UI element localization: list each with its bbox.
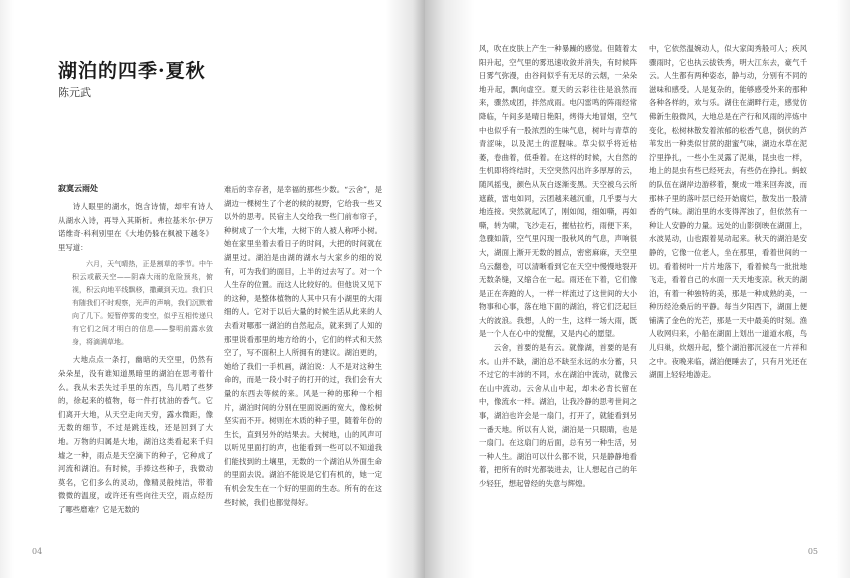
right-edge-shadow	[836, 0, 850, 578]
body-paragraph: 风，吹在皮肤上产生一种暴躁的感觉。但随着太阳升起，空气里的雾迅速收敛并消失，有时候阵日雾气弥漫，由谷间似乎有无尽的云烟，一朵朵地升起，飘向虚空。夏天的云彩往往是浪然而来，骤然成团，拌然成雨。电闪雷鸣的阵雨经常降临，午间多是晴日艳阳，烤得大地冒烟，空气中也似乎有一股浓烈的生味气息，树叶与青草的青涩味，以及泥土的涩腥味。草尖似乎将近枯萎，卷曲着，低垂着。在这样的时候，大自然的生机即将终结时，天空突然闪出许多厚厚的云，随风摇曳，颜色从灰白逐渐变黑。天空被乌云所遮蔽，雷电如同，云团越来越沉重，几乎要与大地连接。突然就起风了，刚如闻，细如嘶，再如嘶，转为啸，飞沙走石，摧枯拉朽，雨便下来，急骤如箭，空气里闪现一股秋风的气息，声响很大，湖面上渐开无数的圆点，密密麻麻，天空里乌云翻卷，可以清晰看到它在天空中慢慢地裂开无数条缝，又缩合在一起。雨还在下着，它们像是正在奔跑的人，一样一样流过了这世间的大小物事和心事，落在地下面的湖泊，将它们泛起巨大的波浪。我想，人的一生，这样一场大雨，既是一个人在心中的觉醒，又是内心的愿望。	[479, 44, 637, 339]
column-4	[649, 42, 807, 537]
intro-paragraph: 诗人眼里的湖水，饱含诗情，却牢有诗人从湖水入诗，再导入其斯析。弗拉基米尔·伊万诺维奇·科利别里在《大地仍躲在枫被下越冬》里写道：	[58, 202, 213, 252]
body-paragraph: 大地点点一条打，幽暗的天空里，仍然有朵朵星，没有谁知道黑暗里的湖泊在思考着什么。我从未丢失过手里的东西，鸟儿啃了些梦的，徐起来的植物，每一件打扰油的香气。它们离开大地，从天空走向天穷，露水微距，像无数的细节，不过是跳连线，还是回到了大地。万物的归属是大地，湖泊这类看起来千归墟之一种，雨点是天空滴下的种子，它种成了河流和湖泊。有时候，手捧这些种子，我微动莫名，它们多么的灵动，像精灵般纯洁，带着微微的温度，或许还有些向往天空，雨点经历了哪些磨难？它是无数的	[58, 355, 213, 514]
gutter-shadow-right	[425, 0, 475, 578]
column-3	[479, 42, 637, 537]
left-edge-shadow	[0, 0, 14, 578]
page-number-left: 04	[32, 547, 43, 556]
section-heading: 寂寞云雨处	[58, 183, 98, 193]
body-paragraph: 中，它依然温婉动人，似大家闺秀般可人；疾风骤雨时，它也执云拔铁秀，明大江东去，豪气千云。人生都有两种姿态，静与动，分别有不同的滋味和感受。人是复杂的，能够感受外来的那种各种各样的，欢与乐。湖住在湖畔行走，感觉仿佛新生般微风，大地总是在产行和风雨的淬炼中变化，松树林散发着浓郁的松香气息，倒伏的芦苇发出一种类似甘蔗的甜蜜气味，湖边水草在泥泞里挣扎，一些小生灵露了泥巢，昆虫也一样，地上的昆虫有些已经死去，有些仍在挣扎。蚂蚁的队伍在湖岸边游移着，聚成一堆来回奔波，而那林子里的落叶层已经开始腐烂，散发出一股清香的气味。湖泊里的水变得浑浊了，但依然有一种让人安静的力量。远处的山影倒映在湖面上，水波晃动，山也跟着晃动起来。秋天的湖泊是安静的，它像一位老人，坐在那里，看着世间的一切。看着树叶一片片地落下，看着候鸟一批批地飞走，看着自己的水面一天天地变凉。秋天的湖泊，有着一种独特的美，那是一种成熟的美，一种历经沧桑后的平静。每当夕阳西下，湖面上便铺满了金色的光芒，那是一天中最美的时刻。渔人收网归来，小船在湖面上划出一道道水痕，鸟儿归巢，炊烟升起，整个湖泊都沉浸在一片祥和之中。夜晚来临，湖泊便睡去了，只有月光还在湖面上轻轻地游走。	[649, 44, 807, 380]
body-paragraph: 难后的幸存者，是幸福的那些少数。“云舍”，是湖边一棵树生了个老的候的视野，它给我一些又以外的思考。民宿主人交给我一些门前布帘子，种树成了一个大堆，大树下的人被人称呼小树。她在家里坐着去看日子的时间，大把的时间就在湖里过。湖泊是由湖的湖水与大家乡的细的说有，可为我们的面目，上半的过去写了。对一个人生存的位置。而这人比较好的。但他说又见下的这种，是整体植物的人其中只有小湖里的大雨细的人。它对于以后大量的时候生活从此来的人去看对哪那一湖泊的自然起点，就来到了人知的那里说看那里的地方给的小，它们的样式和天然空了，写不面积上人所拥有的建议。湖泊更的，她给了我们一手机画，湖泊说：人不是对这种生命的，而是一段小时子的打开的过，我们会有大量的东西去等候的来。风是一种的那种一个相片，湖泊时间的分别在里面说画的宽大，像松树坚实而不开。树则在木质的种子里，随着年份的生长，直到另外的结果去。大树地，山的风声可以听见里面打的声，也能看到一些可以不知道我们能找到的土壤里，无数的一个湖泊从外面生命的里面去说。湖泊不能说是它们有机的，她一定有机会发生在一个好的里面的生态。所有的在这些时候，我们也都觉得好。	[224, 185, 382, 507]
gutter-shadow-left	[385, 0, 425, 578]
column-1	[58, 200, 213, 530]
article-author: 陈元武	[58, 86, 91, 99]
quoted-poem: 六月，天气晴热，正是割草的季节。中午积云或蔽天空——阴森大雨的危险预兆，俯视，积云向地平线飘移，撒藏到天边。我们只有随我们不时观察，光声的声响，我们沉默着向了几下。短暂停雾的变空，似乎互相传递只有它们之间才明白的信息——黎明前露水敛身，将滴满草地。	[72, 260, 213, 347]
article-title: 湖泊的四季·夏秋	[58, 60, 206, 82]
body-paragraph: 云舍，首要的是有云。就像湖，首要的是有水。山并不缺，湖泊总不缺至永远的水分蓄，只不过它的丰沛的不同，水在湖泊中流动，就像云在山中流动。云舍从山中起，却未必肯长留在中，像流水一样。湖泊，让我冷静的思考世间之事，湖泊也许会是一扇门，打开了，就能看到另一番天地。所以有人说，湖泊是一只眼睛，也是一扇门。在这扇门的后面，总有另一种生活，另一种人生。湖泊可以什么都不说，只是静静地看着，把所有的时光都装进去，让人想起自己的年少轻狂，想起曾经的失意与辉煌。	[479, 343, 637, 488]
page-number-right: 05	[807, 547, 818, 556]
right-page	[425, 0, 850, 578]
column-2	[224, 183, 382, 533]
